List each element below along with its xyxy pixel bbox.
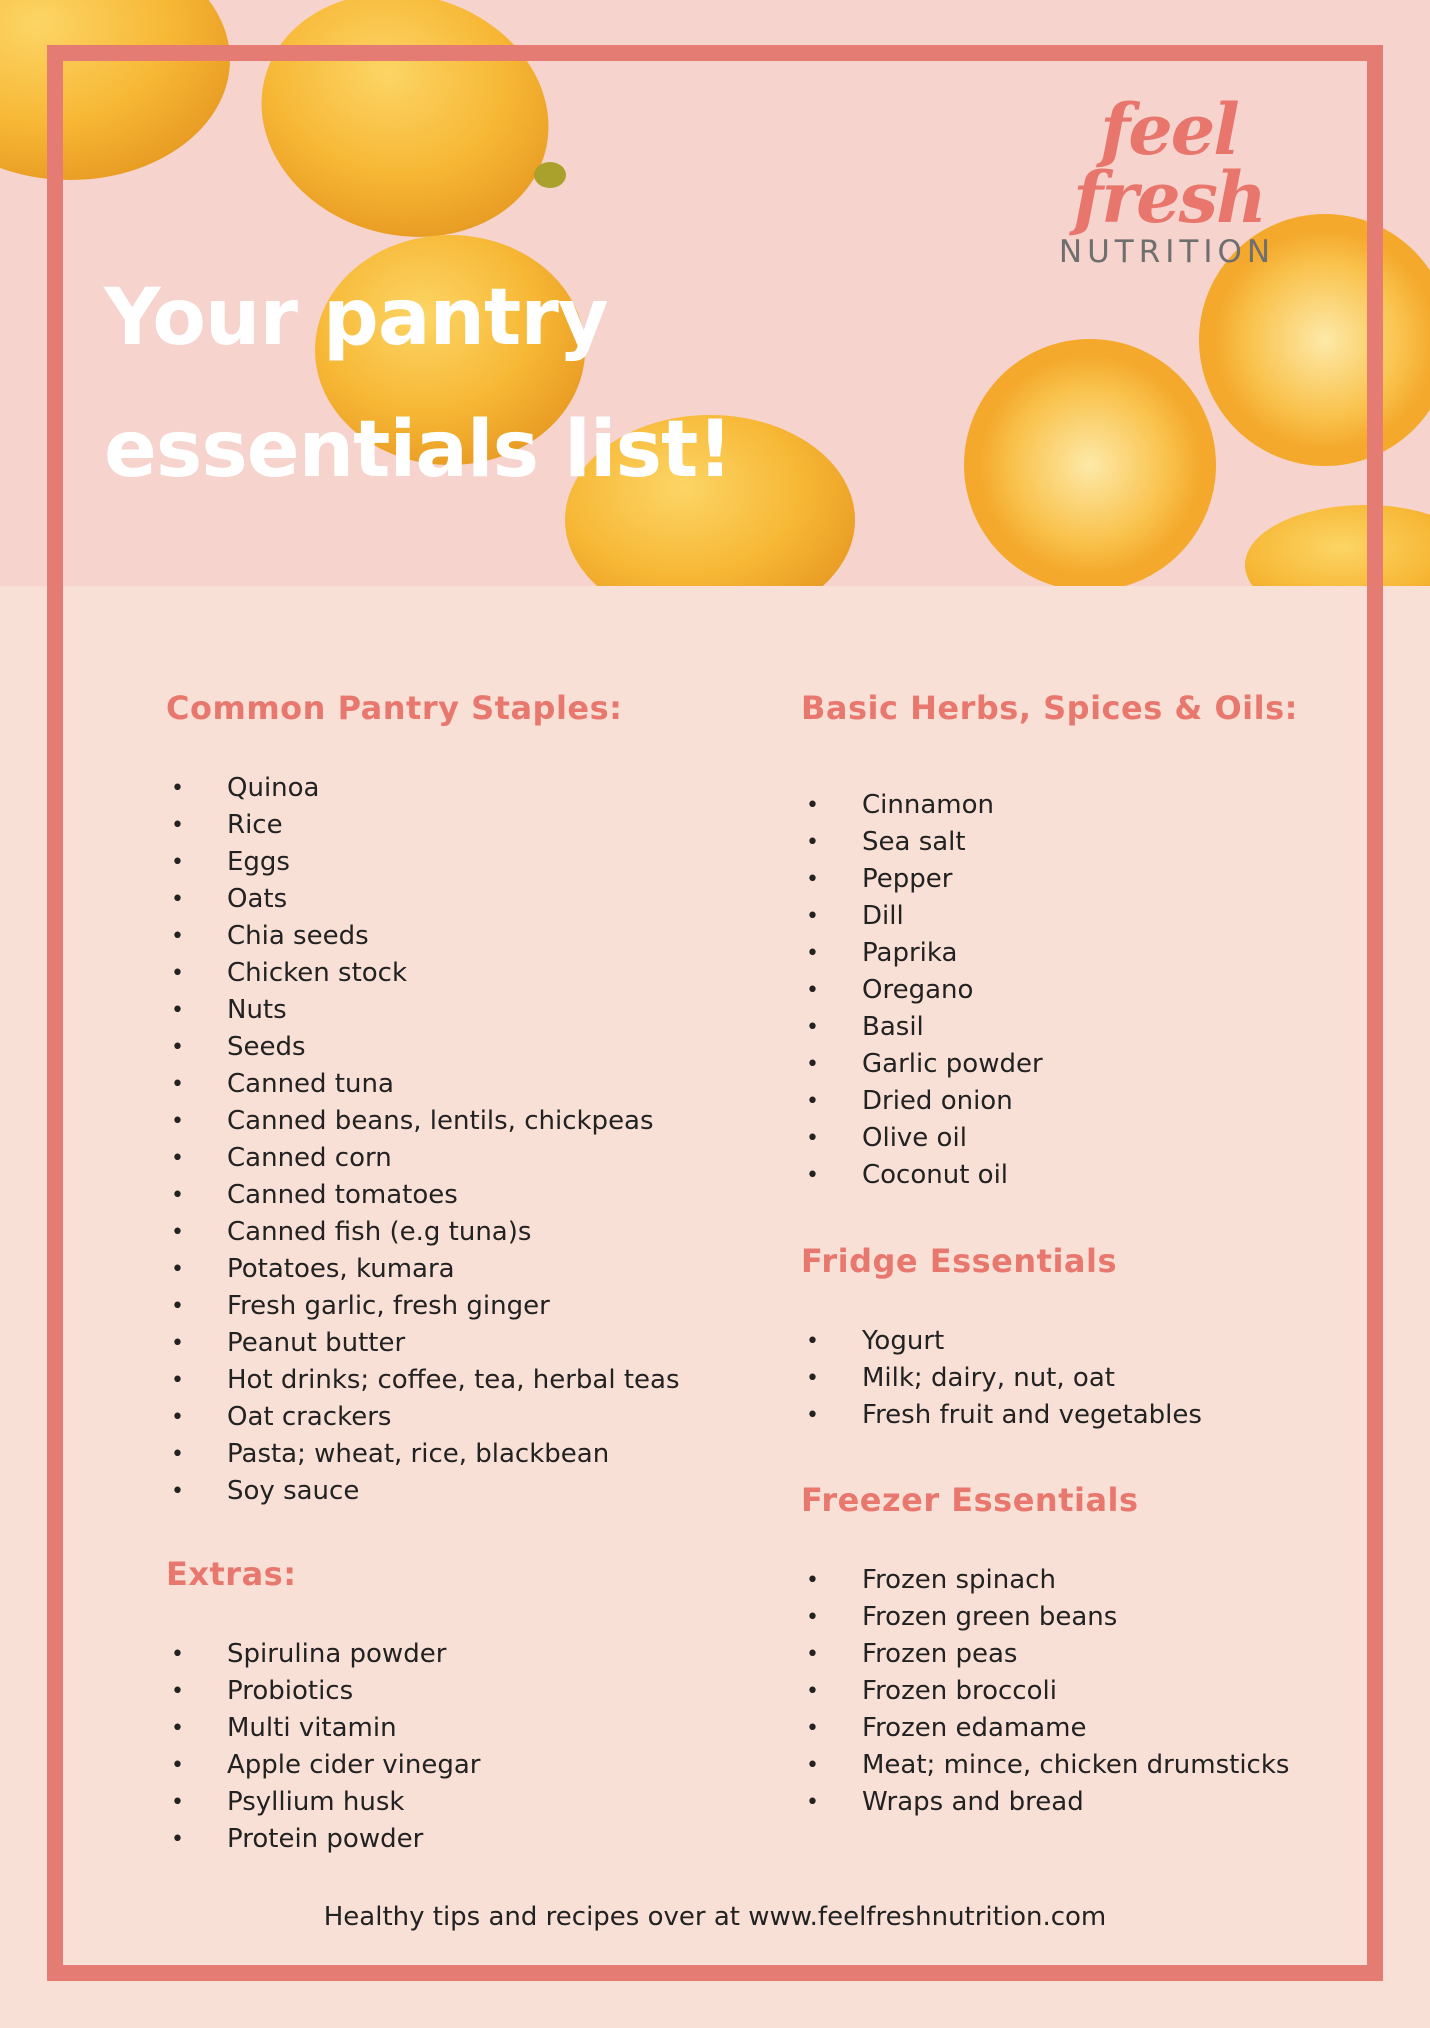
section-heading: Basic Herbs, Spices & Oils: bbox=[801, 689, 1298, 727]
bullet-icon: • bbox=[171, 1368, 184, 1393]
title-line-1: Your pantry bbox=[104, 273, 608, 363]
bullet-icon: • bbox=[806, 1716, 819, 1741]
list-item-text: Potatoes, kumara bbox=[227, 1254, 455, 1284]
list-item-text: Pepper bbox=[862, 864, 953, 894]
list-item-text: Apple cider vinegar bbox=[227, 1750, 481, 1780]
section-freezer-essentials bbox=[801, 1480, 1289, 1821]
bullet-icon: • bbox=[806, 941, 819, 966]
list-item-text: Frozen peas bbox=[862, 1639, 1018, 1669]
list-item-text: Dried onion bbox=[862, 1086, 1013, 1116]
list-item-text: Olive oil bbox=[862, 1123, 967, 1153]
list-item bbox=[166, 1214, 680, 1251]
list-item bbox=[166, 844, 680, 881]
list-item bbox=[801, 1397, 1202, 1434]
list-item-text: Oat crackers bbox=[227, 1402, 392, 1432]
list-item bbox=[166, 1177, 680, 1214]
bullet-icon: • bbox=[806, 978, 819, 1003]
bullet-icon: • bbox=[806, 1126, 819, 1151]
list-item-text: Nuts bbox=[227, 995, 287, 1025]
section-heading: Common Pantry Staples: bbox=[166, 689, 623, 727]
list-item-text: Canned corn bbox=[227, 1143, 392, 1173]
bullet-icon: • bbox=[171, 813, 184, 838]
list-item bbox=[166, 992, 680, 1029]
list-item bbox=[801, 1636, 1289, 1673]
list-item-text: Probiotics bbox=[227, 1676, 354, 1706]
list-item-text: Dill bbox=[862, 901, 904, 931]
section-herbs-spices-oils bbox=[801, 688, 1298, 1194]
list-item-text: Sea salt bbox=[862, 827, 966, 857]
list-item bbox=[166, 1399, 680, 1436]
list-item-text: Frozen edamame bbox=[862, 1713, 1087, 1743]
list-item-text: Eggs bbox=[227, 847, 290, 877]
bullet-icon: • bbox=[171, 1479, 184, 1504]
list-item bbox=[801, 1157, 1298, 1194]
bullet-icon: • bbox=[171, 1294, 184, 1319]
brand-logo bbox=[1036, 88, 1296, 278]
list-item bbox=[801, 787, 1298, 824]
bullet-icon: • bbox=[806, 1329, 819, 1354]
bullet-icon: • bbox=[806, 1089, 819, 1114]
list-item-text: Canned tuna bbox=[227, 1069, 394, 1099]
list-item bbox=[166, 918, 680, 955]
bullet-icon: • bbox=[806, 867, 819, 892]
list-item-text: Canned beans, lentils, chickpeas bbox=[227, 1106, 654, 1136]
bullet-icon: • bbox=[806, 1403, 819, 1428]
list-item-text: Paprika bbox=[862, 938, 958, 968]
list-item-text: Spirulina powder bbox=[227, 1639, 447, 1669]
bullet-icon: • bbox=[171, 1220, 184, 1245]
bullet-icon: • bbox=[806, 1790, 819, 1815]
bullet-icon: • bbox=[806, 793, 819, 818]
bullet-icon: • bbox=[806, 1679, 819, 1704]
bullet-icon: • bbox=[171, 1642, 184, 1667]
bullet-icon: • bbox=[806, 1642, 819, 1667]
list-item bbox=[801, 1673, 1289, 1710]
list-item-text: Hot drinks; coffee, tea, herbal teas bbox=[227, 1365, 680, 1395]
bullet-icon: • bbox=[171, 1716, 184, 1741]
list-item bbox=[801, 1046, 1298, 1083]
bullet-icon: • bbox=[171, 1827, 184, 1852]
bullet-icon: • bbox=[806, 1366, 819, 1391]
list-item bbox=[166, 1747, 480, 1784]
list-item bbox=[801, 898, 1298, 935]
section-heading: Fridge Essentials bbox=[801, 1242, 1118, 1280]
list-item-text: Fresh garlic, fresh ginger bbox=[227, 1291, 550, 1321]
list-item-text: Multi vitamin bbox=[227, 1713, 397, 1743]
list-item bbox=[166, 1636, 480, 1673]
bullet-icon: • bbox=[806, 830, 819, 855]
list-item-text: Frozen spinach bbox=[862, 1565, 1056, 1595]
list-item-text: Oats bbox=[227, 884, 288, 914]
item-list bbox=[801, 1323, 1202, 1434]
section-heading: Extras: bbox=[166, 1555, 297, 1593]
section-common-pantry-staples bbox=[166, 688, 680, 1510]
list-item-text: Basil bbox=[862, 1012, 924, 1042]
bullet-icon: • bbox=[171, 1405, 184, 1430]
bullet-icon: • bbox=[171, 1146, 184, 1171]
section-heading: Freezer Essentials bbox=[801, 1481, 1139, 1519]
bullet-icon: • bbox=[171, 887, 184, 912]
list-item-text: Psyllium husk bbox=[227, 1787, 405, 1817]
bullet-icon: • bbox=[171, 1331, 184, 1356]
list-item-text: Protein powder bbox=[227, 1824, 424, 1854]
list-item-text: Yogurt bbox=[862, 1326, 945, 1356]
footer-website: Healthy tips and recipes over at www.feelfreshnutrition.com bbox=[323, 1902, 1107, 1932]
list-item-text: Coconut oil bbox=[862, 1160, 1009, 1190]
list-item-text: Chia seeds bbox=[227, 921, 369, 951]
bullet-icon: • bbox=[171, 998, 184, 1023]
list-item bbox=[801, 935, 1298, 972]
bullet-icon: • bbox=[806, 1753, 819, 1778]
list-item bbox=[166, 955, 680, 992]
list-item bbox=[801, 1562, 1289, 1599]
list-item bbox=[166, 1288, 680, 1325]
list-item bbox=[801, 972, 1298, 1009]
list-item-text: Meat; mince, chicken drumsticks bbox=[862, 1750, 1290, 1780]
bullet-icon: • bbox=[806, 1605, 819, 1630]
bullet-icon: • bbox=[171, 1753, 184, 1778]
list-item bbox=[166, 1066, 680, 1103]
list-item bbox=[166, 1784, 480, 1821]
list-item bbox=[166, 881, 680, 918]
list-item bbox=[801, 824, 1298, 861]
list-item-text: Oregano bbox=[862, 975, 974, 1005]
list-item bbox=[801, 1120, 1298, 1157]
list-item-text: Garlic powder bbox=[862, 1049, 1043, 1079]
list-item bbox=[801, 1360, 1202, 1397]
page-title bbox=[104, 252, 824, 516]
logo-word-fresh: fresh bbox=[1073, 156, 1265, 239]
list-item-text: Seeds bbox=[227, 1032, 306, 1062]
list-item bbox=[166, 1029, 680, 1066]
list-item-text: Quinoa bbox=[227, 773, 320, 803]
list-item-text: Wraps and bread bbox=[862, 1787, 1084, 1817]
list-item-text: Soy sauce bbox=[227, 1476, 360, 1506]
list-item-text: Rice bbox=[227, 810, 283, 840]
list-item-text: Cinnamon bbox=[862, 790, 994, 820]
bullet-icon: • bbox=[171, 924, 184, 949]
title-line-2: essentials list! bbox=[104, 405, 732, 495]
logo-subtitle: NUTRITION bbox=[1058, 234, 1276, 270]
bullet-icon: • bbox=[171, 850, 184, 875]
logo-script bbox=[1044, 88, 1294, 239]
list-item-text: Pasta; wheat, rice, blackbean bbox=[227, 1439, 610, 1469]
list-item bbox=[801, 1710, 1289, 1747]
list-item bbox=[166, 1103, 680, 1140]
item-list bbox=[801, 1562, 1289, 1821]
bullet-icon: • bbox=[806, 904, 819, 929]
bullet-icon: • bbox=[171, 1442, 184, 1467]
list-item bbox=[166, 1710, 480, 1747]
bullet-icon: • bbox=[171, 961, 184, 986]
item-list bbox=[166, 1636, 480, 1858]
section-fridge-essentials bbox=[801, 1241, 1202, 1434]
list-item bbox=[801, 861, 1298, 898]
bullet-icon: • bbox=[171, 1257, 184, 1282]
list-item bbox=[166, 1325, 680, 1362]
list-item-text: Peanut butter bbox=[227, 1328, 406, 1358]
bullet-icon: • bbox=[171, 776, 184, 801]
bullet-icon: • bbox=[806, 1015, 819, 1040]
list-item bbox=[801, 1009, 1298, 1046]
list-item-text: Frozen green beans bbox=[862, 1602, 1118, 1632]
bullet-icon: • bbox=[171, 1072, 184, 1097]
bullet-icon: • bbox=[806, 1163, 819, 1188]
list-item-text: Chicken stock bbox=[227, 958, 408, 988]
logo-word-feel: feel bbox=[1100, 88, 1238, 171]
list-item bbox=[801, 1323, 1202, 1360]
list-item-text: Frozen broccoli bbox=[862, 1676, 1057, 1706]
list-item-text: Canned tomatoes bbox=[227, 1180, 458, 1210]
list-item-text: Canned fish (e.g tuna)s bbox=[227, 1217, 532, 1247]
bullet-icon: • bbox=[171, 1109, 184, 1134]
list-item bbox=[166, 1673, 480, 1710]
bullet-icon: • bbox=[806, 1568, 819, 1593]
list-item bbox=[166, 807, 680, 844]
list-item-text: Milk; dairy, nut, oat bbox=[862, 1363, 1115, 1393]
bullet-icon: • bbox=[171, 1183, 184, 1208]
list-item bbox=[166, 770, 680, 807]
section-extras bbox=[166, 1554, 480, 1858]
bullet-icon: • bbox=[806, 1052, 819, 1077]
list-item bbox=[801, 1784, 1289, 1821]
list-item bbox=[801, 1747, 1289, 1784]
list-item bbox=[801, 1599, 1289, 1636]
list-item bbox=[166, 1473, 680, 1510]
item-list bbox=[801, 787, 1298, 1194]
list-item bbox=[166, 1436, 680, 1473]
bullet-icon: • bbox=[171, 1790, 184, 1815]
bullet-icon: • bbox=[171, 1679, 184, 1704]
bullet-icon: • bbox=[171, 1035, 184, 1060]
list-item-text: Fresh fruit and vegetables bbox=[862, 1400, 1202, 1430]
item-list bbox=[166, 770, 680, 1510]
list-item bbox=[166, 1140, 680, 1177]
list-item bbox=[166, 1251, 680, 1288]
list-item bbox=[166, 1821, 480, 1858]
list-item bbox=[801, 1083, 1298, 1120]
list-item bbox=[166, 1362, 680, 1399]
